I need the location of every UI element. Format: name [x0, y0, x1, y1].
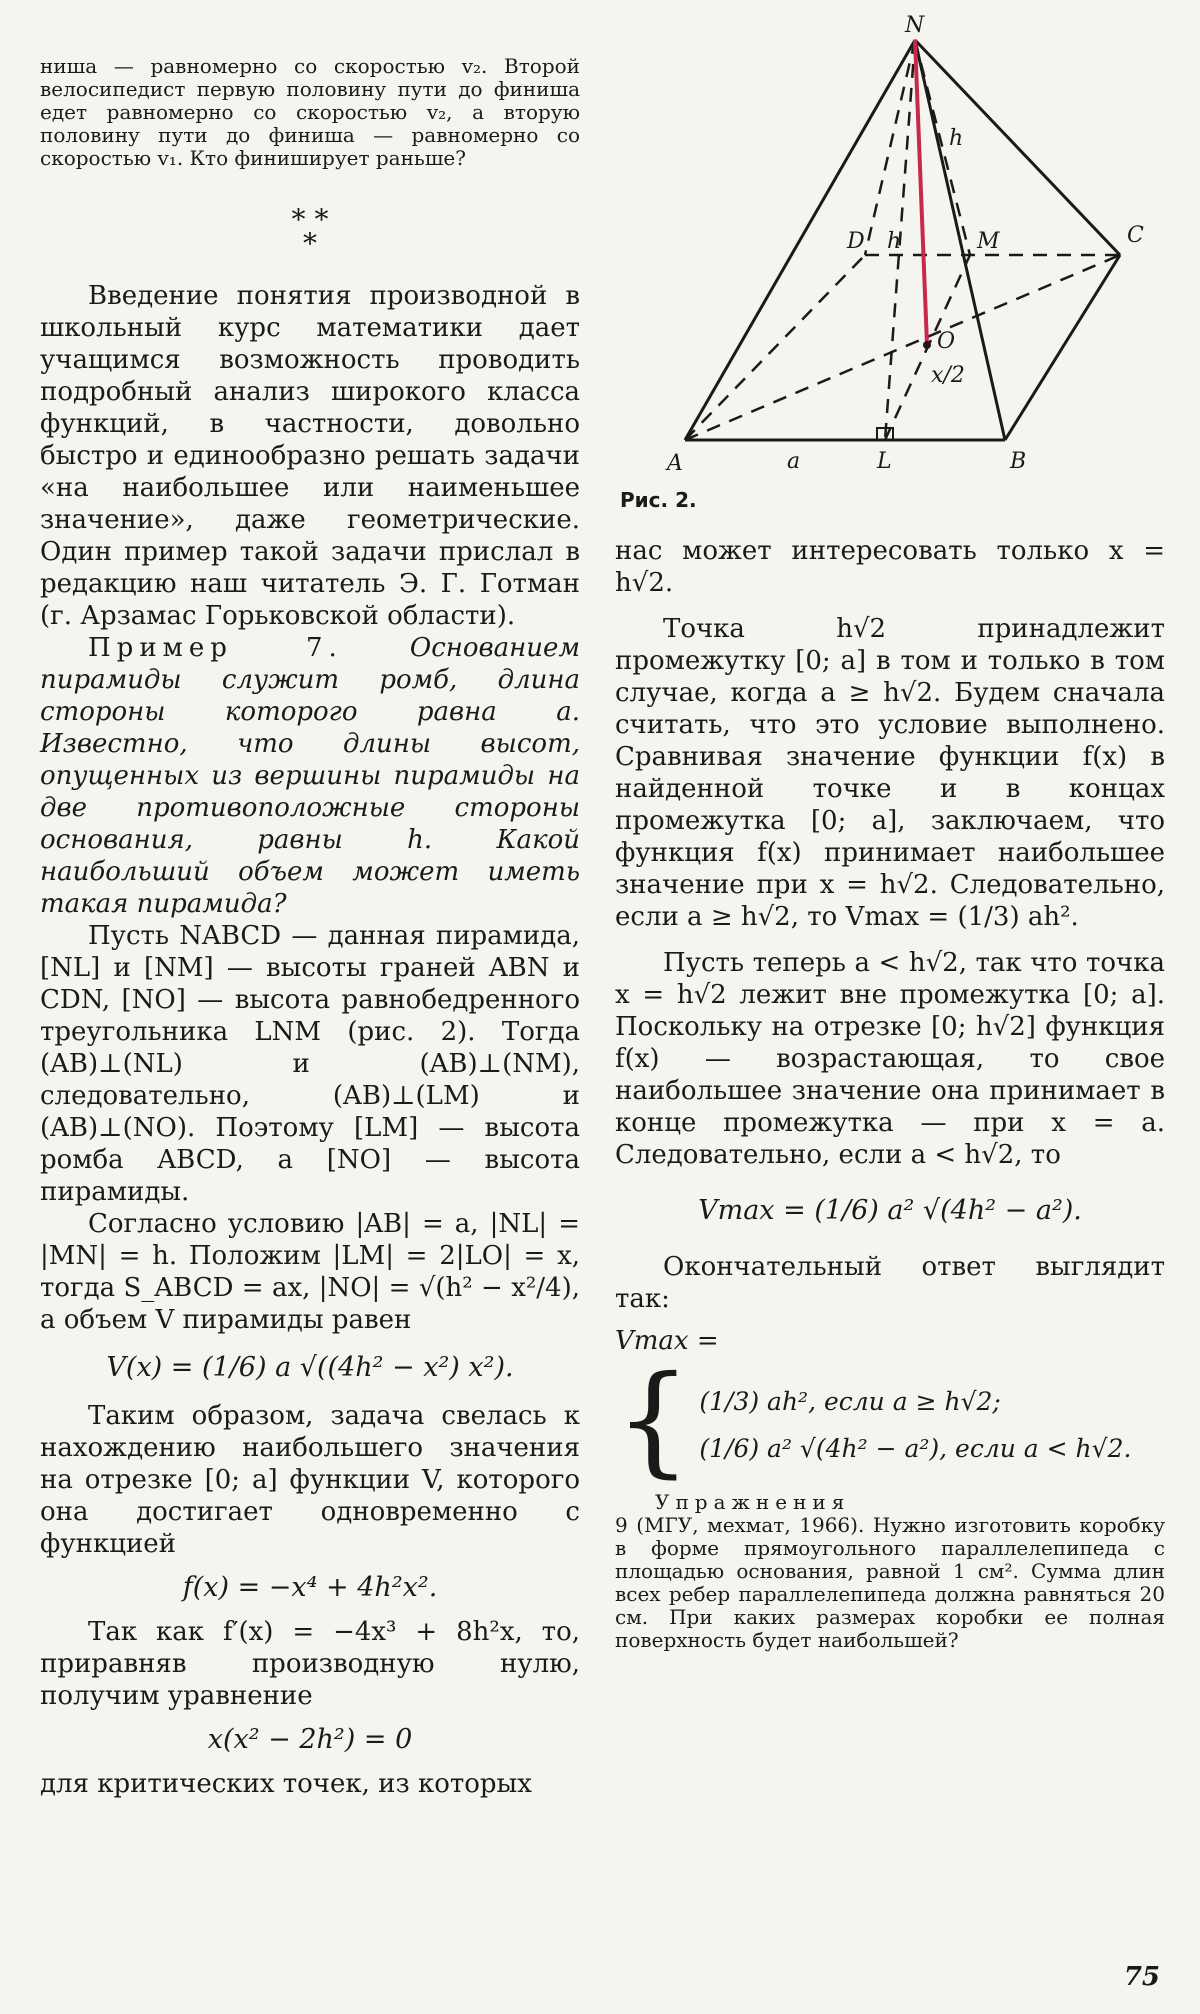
label-a: A: [667, 451, 683, 476]
volume-formula: V(x) = (1/6) a √((4h² − x²) x²).: [106, 1352, 514, 1383]
left-column: [40, 0, 580, 1800]
label-o: O: [937, 329, 956, 354]
right-column: [615, 535, 1165, 1652]
example-label: Пример 7.: [88, 633, 343, 663]
label-a-side: a: [787, 449, 801, 474]
label-n: N: [905, 13, 925, 38]
exercises-title: Упражнения: [655, 1490, 851, 1514]
label-d: D: [847, 229, 865, 254]
diagonal-ac-hidden: [685, 255, 1120, 440]
pyramid-paragraph: Пусть NABCD — данная пирамида, [NL] и [NM] — высоты граней ABN и CDN, [NO] — высота равнобедренного треугольника LNM (рис. 2). Тогда (AB)⊥(NL) и (AB)⊥(NM), следовательно, (AB)⊥(LM) и (AB)⊥(NO). Поэтому [LM] — высота ромба ABCD, а [NO] — высота пирамиды.: [40, 921, 580, 1207]
example-paragraph: [40, 632, 580, 920]
piecewise-cases: [699, 1379, 1131, 1463]
example-text: Основанием пирамиды служит ромб, длина стороны которого равна a. Известно, что длины высот, опущенных из вершины пирамиды на две противоположные стороны основания, равны h. Какой наибольший объем может иметь такая пирамида?: [40, 633, 580, 919]
label-h-face: h: [949, 126, 964, 151]
function-formula: f(x) = −x⁴ + 4h²x².: [182, 1572, 438, 1603]
left-brace-icon: {: [615, 1351, 692, 1490]
interest-paragraph: нас может интересовать только x = h√2.: [615, 536, 1165, 598]
exercise-9: 9 (МГУ, мехмат, 1966). Нужно изготовить коробку в форме прямоугольного параллелепипеда с площадью основания, равной 1 см². Сумма длин всех ребер параллелепипеда должна равняться 20 см. При каких размерах коробки ее полная поверхность будет наибольшей?: [615, 1513, 1165, 1652]
condition-paragraph: Согласно условию |AB| = a, |NL| = |MN| = h. Положим |LM| = 2|LO| = x, тогда S_ABCD = ax, |NO| = √(h² − x²/4), а объем V пирамиды равен: [40, 1209, 580, 1335]
point-paragraph: Точка h√2 принадлежит промежутку [0; a] в том и только в том случае, когда a ≥ h√2. Будем сначала считать, что это условие выполнено. Сравнивая значение функции f(x) в найденной точке и в концах промежутка [0; a], заключаем, что функция f(x) принимает наибольшее значение при x = h√2. Следовательно, если a ≥ h√2, то Vmax = (1/3) ah².: [615, 614, 1165, 932]
intro-paragraph: Введение понятия производной в школьный курс математики дает учащимся возможность проводить подробный анализ широкого класса функций, в частности, довольно быстро и единообразно решать задачи «на наибольшее или наименьшее значение», даже геометрические. Один пример такой задачи прислал в редакцию наш читатель Э. Г. Готман (г. Арзамас Горьковской области).: [40, 281, 580, 631]
page-number: 75: [1123, 1962, 1160, 1992]
label-x-half: x/2: [931, 363, 965, 388]
label-m: M: [977, 229, 1000, 254]
edge-bc: [1005, 255, 1120, 440]
label-h-back: h: [887, 229, 902, 254]
equation-formula: x(x² − 2h²) = 0: [207, 1724, 413, 1755]
label-l: L: [877, 449, 892, 474]
top-paragraph: ниша — равномерно со скоростью v₂. Второй велосипедист первую половину пути до финиша едет равномерно со скоростью v₂, а вторую половину пути до финиша — равномерно со скоростью v₁. Кто финиширует раньше?: [40, 54, 580, 170]
label-b: B: [1010, 449, 1027, 474]
vmax-label: Vmax =: [615, 1326, 719, 1356]
edge-na: [685, 40, 915, 440]
label-c: C: [1127, 223, 1144, 248]
pyramid-figure: [615, 10, 1175, 490]
separator-stars-bottom: *: [303, 227, 317, 260]
piecewise-answer: [615, 1351, 1165, 1490]
critical-paragraph: для критических точек, из которых: [40, 1769, 532, 1799]
figure-caption: Рис. 2.: [620, 488, 697, 512]
case-2: (1/6) a² √(4h² − a²), если a < h√2.: [699, 1434, 1132, 1463]
point-o: [923, 341, 931, 349]
vmax-formula-2: Vmax = (1/6) a² √(4h² − a²).: [698, 1195, 1082, 1226]
reduce-paragraph: Таким образом, задача свелась к нахождению наибольшего значения на отрезке [0; a] функции V, которого она достигает одновременно с функцией: [40, 1401, 580, 1559]
final-paragraph: Окончательный ответ выглядит так:: [615, 1252, 1165, 1314]
now-paragraph: Пусть теперь a < h√2, так что точка x = h√2 лежит вне промежутка [0; a]. Поскольку на отрезке [0; h√2] функция f(x) — возрастающая, то свое наибольшее значение она принимает в конце промежутка — при x = a. Следовательно, если a < h√2, то: [615, 948, 1165, 1170]
case-1: (1/3) ah², если a ≥ h√2;: [699, 1387, 1001, 1416]
separator-stars-top: * *: [291, 203, 329, 236]
derivative-paragraph: Так как f′(x) = −4x³ + 8h²x, то, приравняв производную нулю, получим уравнение: [40, 1617, 580, 1711]
edge-nc: [915, 40, 1120, 255]
